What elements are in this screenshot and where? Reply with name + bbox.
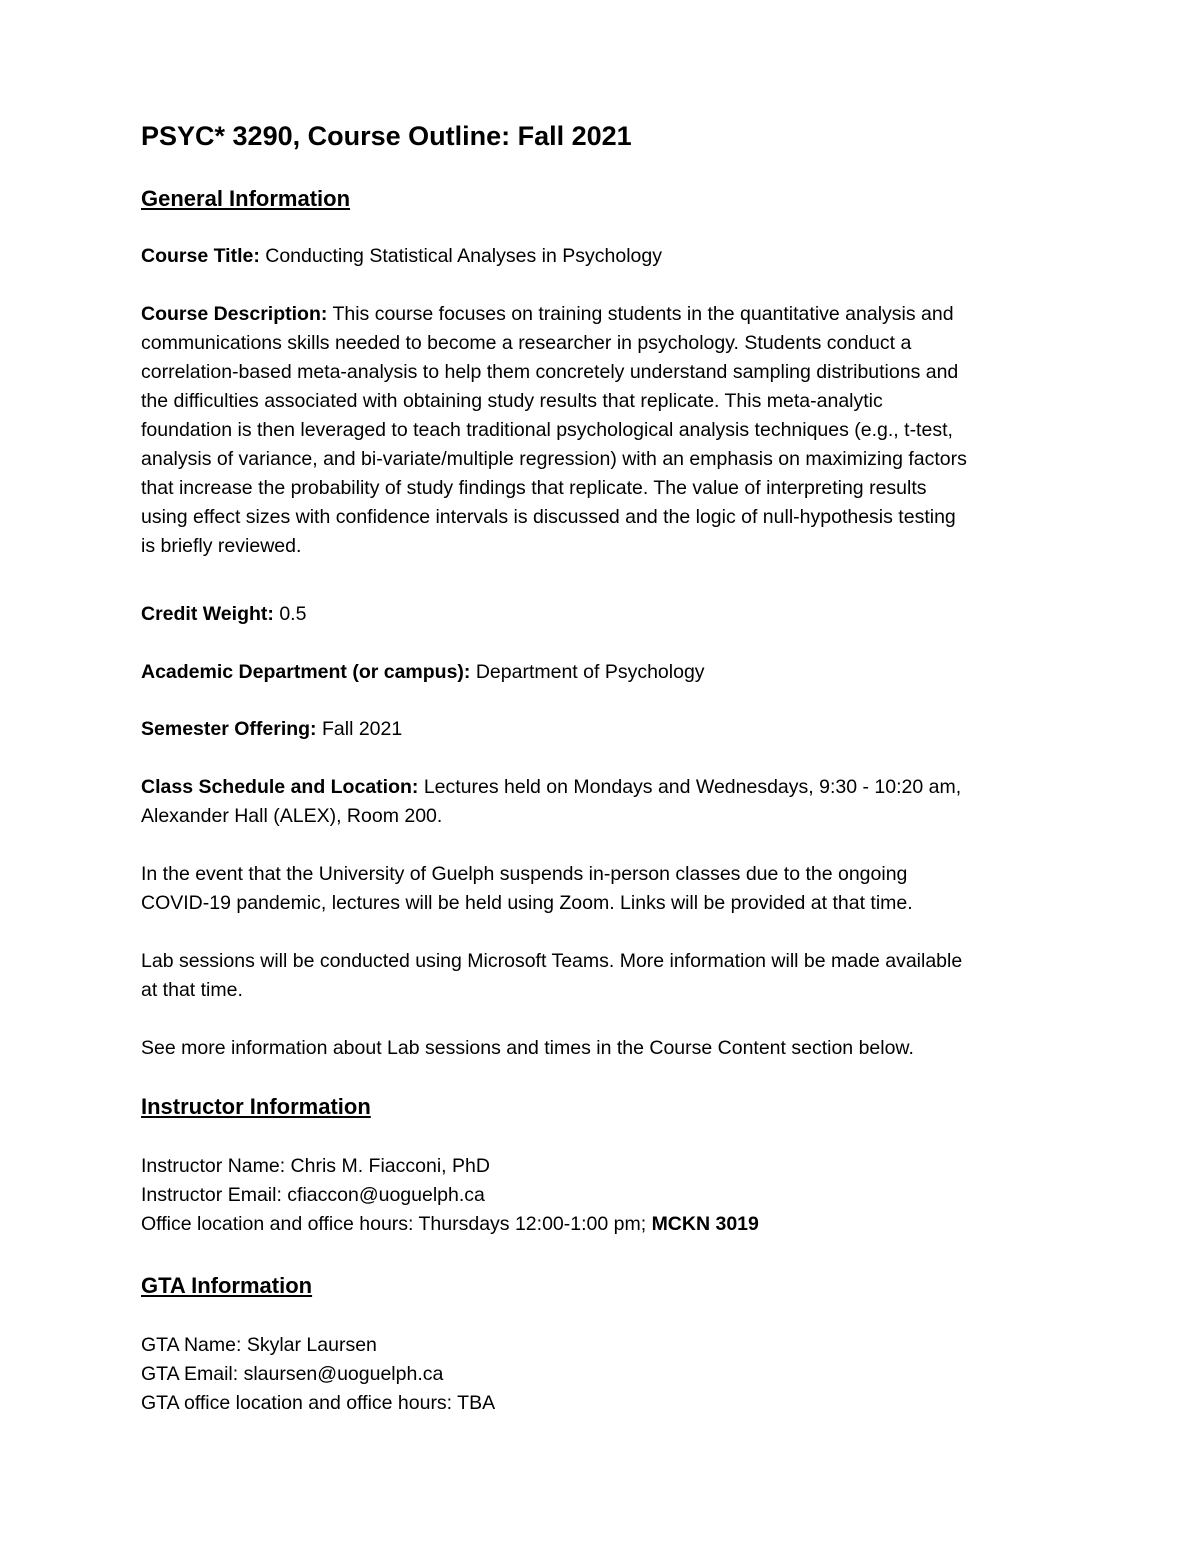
gta-details bbox=[141, 1331, 1071, 1418]
course-title-field bbox=[141, 242, 1071, 271]
description-line: communications skills needed to become a researcher in psychology. Students conduct a bbox=[141, 332, 912, 354]
description-line: is briefly reviewed. bbox=[141, 535, 302, 557]
instructor-email: Instructor Email: cfiaccon@uoguelph.ca bbox=[141, 1184, 485, 1206]
course-description-field bbox=[141, 300, 1071, 561]
credit-weight-field bbox=[141, 600, 1071, 629]
covid-line: COVID-19 pandemic, lectures will be held using Zoom. Links will be provided at that time. bbox=[141, 892, 913, 914]
gta-email: GTA Email: slaursen@uoguelph.ca bbox=[141, 1363, 444, 1385]
lab-line: at that time. bbox=[141, 979, 243, 1001]
schedule-line: Alexander Hall (ALEX), Room 200. bbox=[141, 805, 443, 827]
lab-notice bbox=[141, 947, 1071, 1005]
department-field bbox=[141, 658, 1071, 687]
description-line: analysis of variance, and bi-variate/multiple regression) with an emphasis on maximizing factors bbox=[141, 448, 967, 470]
department-label: Academic Department (or campus): bbox=[141, 661, 471, 683]
semester-field bbox=[141, 715, 1071, 744]
gta-info-heading: GTA Information bbox=[141, 1273, 313, 1298]
semester-value: Fall 2021 bbox=[321, 718, 403, 740]
schedule-field bbox=[141, 773, 1071, 831]
instructor-name: Instructor Name: Chris M. Fiacconi, PhD bbox=[141, 1155, 490, 1177]
department-value: Department of Psychology bbox=[475, 661, 705, 683]
description-line: foundation is then leveraged to teach traditional psychological analysis techniques (e.g., t-test, bbox=[141, 419, 953, 441]
gta-office: GTA office location and office hours: TBA bbox=[141, 1392, 496, 1414]
schedule-label: Class Schedule and Location: bbox=[141, 776, 419, 798]
instructor-details bbox=[141, 1152, 1071, 1239]
covid-line: In the event that the University of Guelph suspends in-person classes due to the ongoing bbox=[141, 863, 908, 885]
gta-name: GTA Name: Skylar Laursen bbox=[141, 1334, 377, 1356]
document-page bbox=[141, 118, 1071, 1418]
general-info-heading: General Information bbox=[141, 186, 351, 211]
credit-weight-label: Credit Weight: bbox=[141, 603, 274, 625]
credit-weight-value: 0.5 bbox=[279, 603, 307, 625]
description-line: using effect sizes with confidence intervals is discussed and the logic of null-hypothesis testing bbox=[141, 506, 956, 528]
semester-label: Semester Offering: bbox=[141, 718, 317, 740]
document-title: PSYC* 3290, Course Outline: Fall 2021 bbox=[141, 121, 632, 151]
instructor-office bbox=[141, 1210, 1071, 1239]
course-description-label: Course Description: bbox=[141, 303, 328, 325]
instructor-info-heading: Instructor Information bbox=[141, 1094, 371, 1119]
description-line: the difficulties associated with obtaining study results that replicate. This meta-analytic bbox=[141, 390, 883, 412]
schedule-text: Lectures held on Mondays and Wednesdays, 9:30 - 10:20 am, bbox=[423, 776, 962, 798]
lab-line: Lab sessions will be conducted using Microsoft Teams. More information will be made available bbox=[141, 950, 963, 972]
instructor-office-hours: Office location and office hours: Thursdays 12:00-1:00 pm; bbox=[141, 1213, 652, 1235]
description-text: This course focuses on training students in the quantitative analysis and bbox=[332, 303, 954, 325]
instructor-office-room: MCKN 3019 bbox=[651, 1213, 759, 1235]
covid-notice bbox=[141, 860, 1071, 918]
course-title-label: Course Title: bbox=[141, 245, 260, 267]
description-line: correlation-based meta-analysis to help them concretely understand sampling distributions and bbox=[141, 361, 959, 383]
description-line: that increase the probability of study findings that replicate. The value of interpreting results bbox=[141, 477, 927, 499]
course-title-value: Conducting Statistical Analyses in Psychology bbox=[265, 245, 662, 267]
schedule-line bbox=[141, 773, 1071, 802]
more-info-note: See more information about Lab sessions and times in the Course Content section below. bbox=[141, 1037, 914, 1059]
description-line bbox=[141, 300, 1071, 329]
